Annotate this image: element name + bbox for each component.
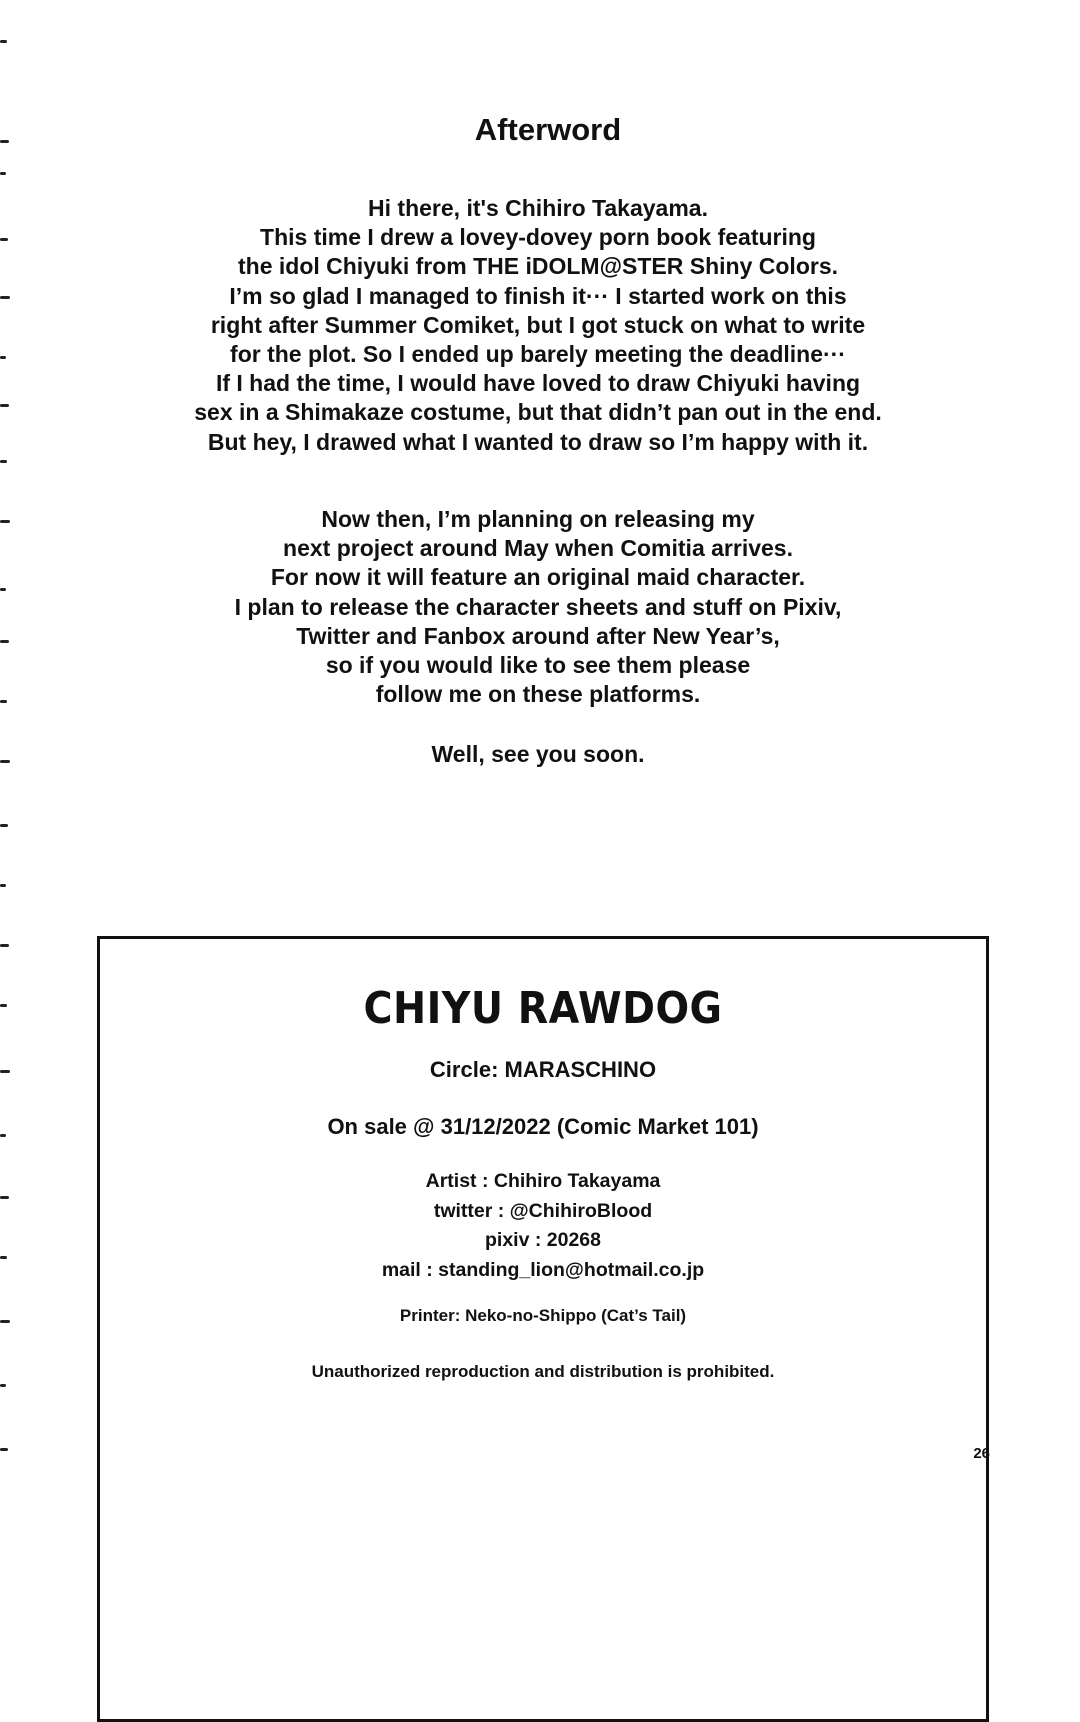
text-line: But hey, I drawed what I wanted to draw so I’m happy with it. (207, 428, 869, 455)
text-line: right after Summer Comiket, but I got stuck on what to write (210, 311, 866, 338)
pixiv-id: pixiv : 20268 (485, 1229, 601, 1251)
on-sale-date: On sale @ 31/12/2022 (Comic Market 101) (327, 1114, 759, 1139)
colophon-box (97, 936, 989, 1722)
text-line: for the plot. So I ended up barely meeting the deadline··· (230, 341, 846, 368)
printer-name: Printer: Neko-no-Shippo (Cat’s Tail) (399, 1306, 687, 1325)
afterword-paragraph-1 (0, 194, 1076, 457)
afterword-paragraph-2 (0, 505, 1076, 709)
text-line: next project around May when Comitia arrives. (283, 535, 793, 562)
copyright-notice: Unauthorized reproduction and distribution is prohibited. (311, 1362, 775, 1381)
twitter-handle: twitter : @ChihiroBlood (433, 1199, 653, 1222)
text-line: I plan to release the character sheets and stuff on Pixiv, (234, 593, 842, 620)
artist-name: Artist : Chihiro Takayama (425, 1170, 661, 1192)
text-line: I’m so glad I managed to finish it··· I started work on this (229, 282, 847, 309)
text-line: follow me on these platforms. (375, 681, 701, 708)
mail-address: mail : standing_lion@hotmail.co.jp (381, 1258, 705, 1281)
text-line: For now it will feature an original maid character. (270, 564, 806, 591)
page-number: 26 (973, 1445, 990, 1462)
text-line: Twitter and Fanbox around after New Year’s, (296, 622, 780, 649)
text-line: the idol Chiyuki from THE iDOLM@STER Shiny Colors. (237, 253, 838, 280)
afterword-paragraph-3 (0, 740, 1076, 769)
text-line: Hi there, it's Chihiro Takayama. (368, 195, 708, 221)
artist-info (100, 1167, 986, 1285)
text-line: sex in a Shimakaze costume, but that didn’t pan out in the end. (194, 399, 882, 426)
text-line: If I had the time, I would have loved to draw Chiyuki having (215, 370, 861, 397)
text-line: This time I drew a lovey-dovey porn book featuring (260, 224, 816, 251)
text-line: so if you would like to see them please (325, 652, 751, 679)
text-line: Well, see you soon. (431, 741, 645, 767)
text-line: Now then, I’m planning on releasing my (321, 506, 755, 532)
afterword-title: Afterword (474, 112, 622, 147)
book-title: CHIYU RAWDOG (363, 983, 723, 1034)
circle-name: Circle: MARASCHINO (429, 1057, 657, 1082)
